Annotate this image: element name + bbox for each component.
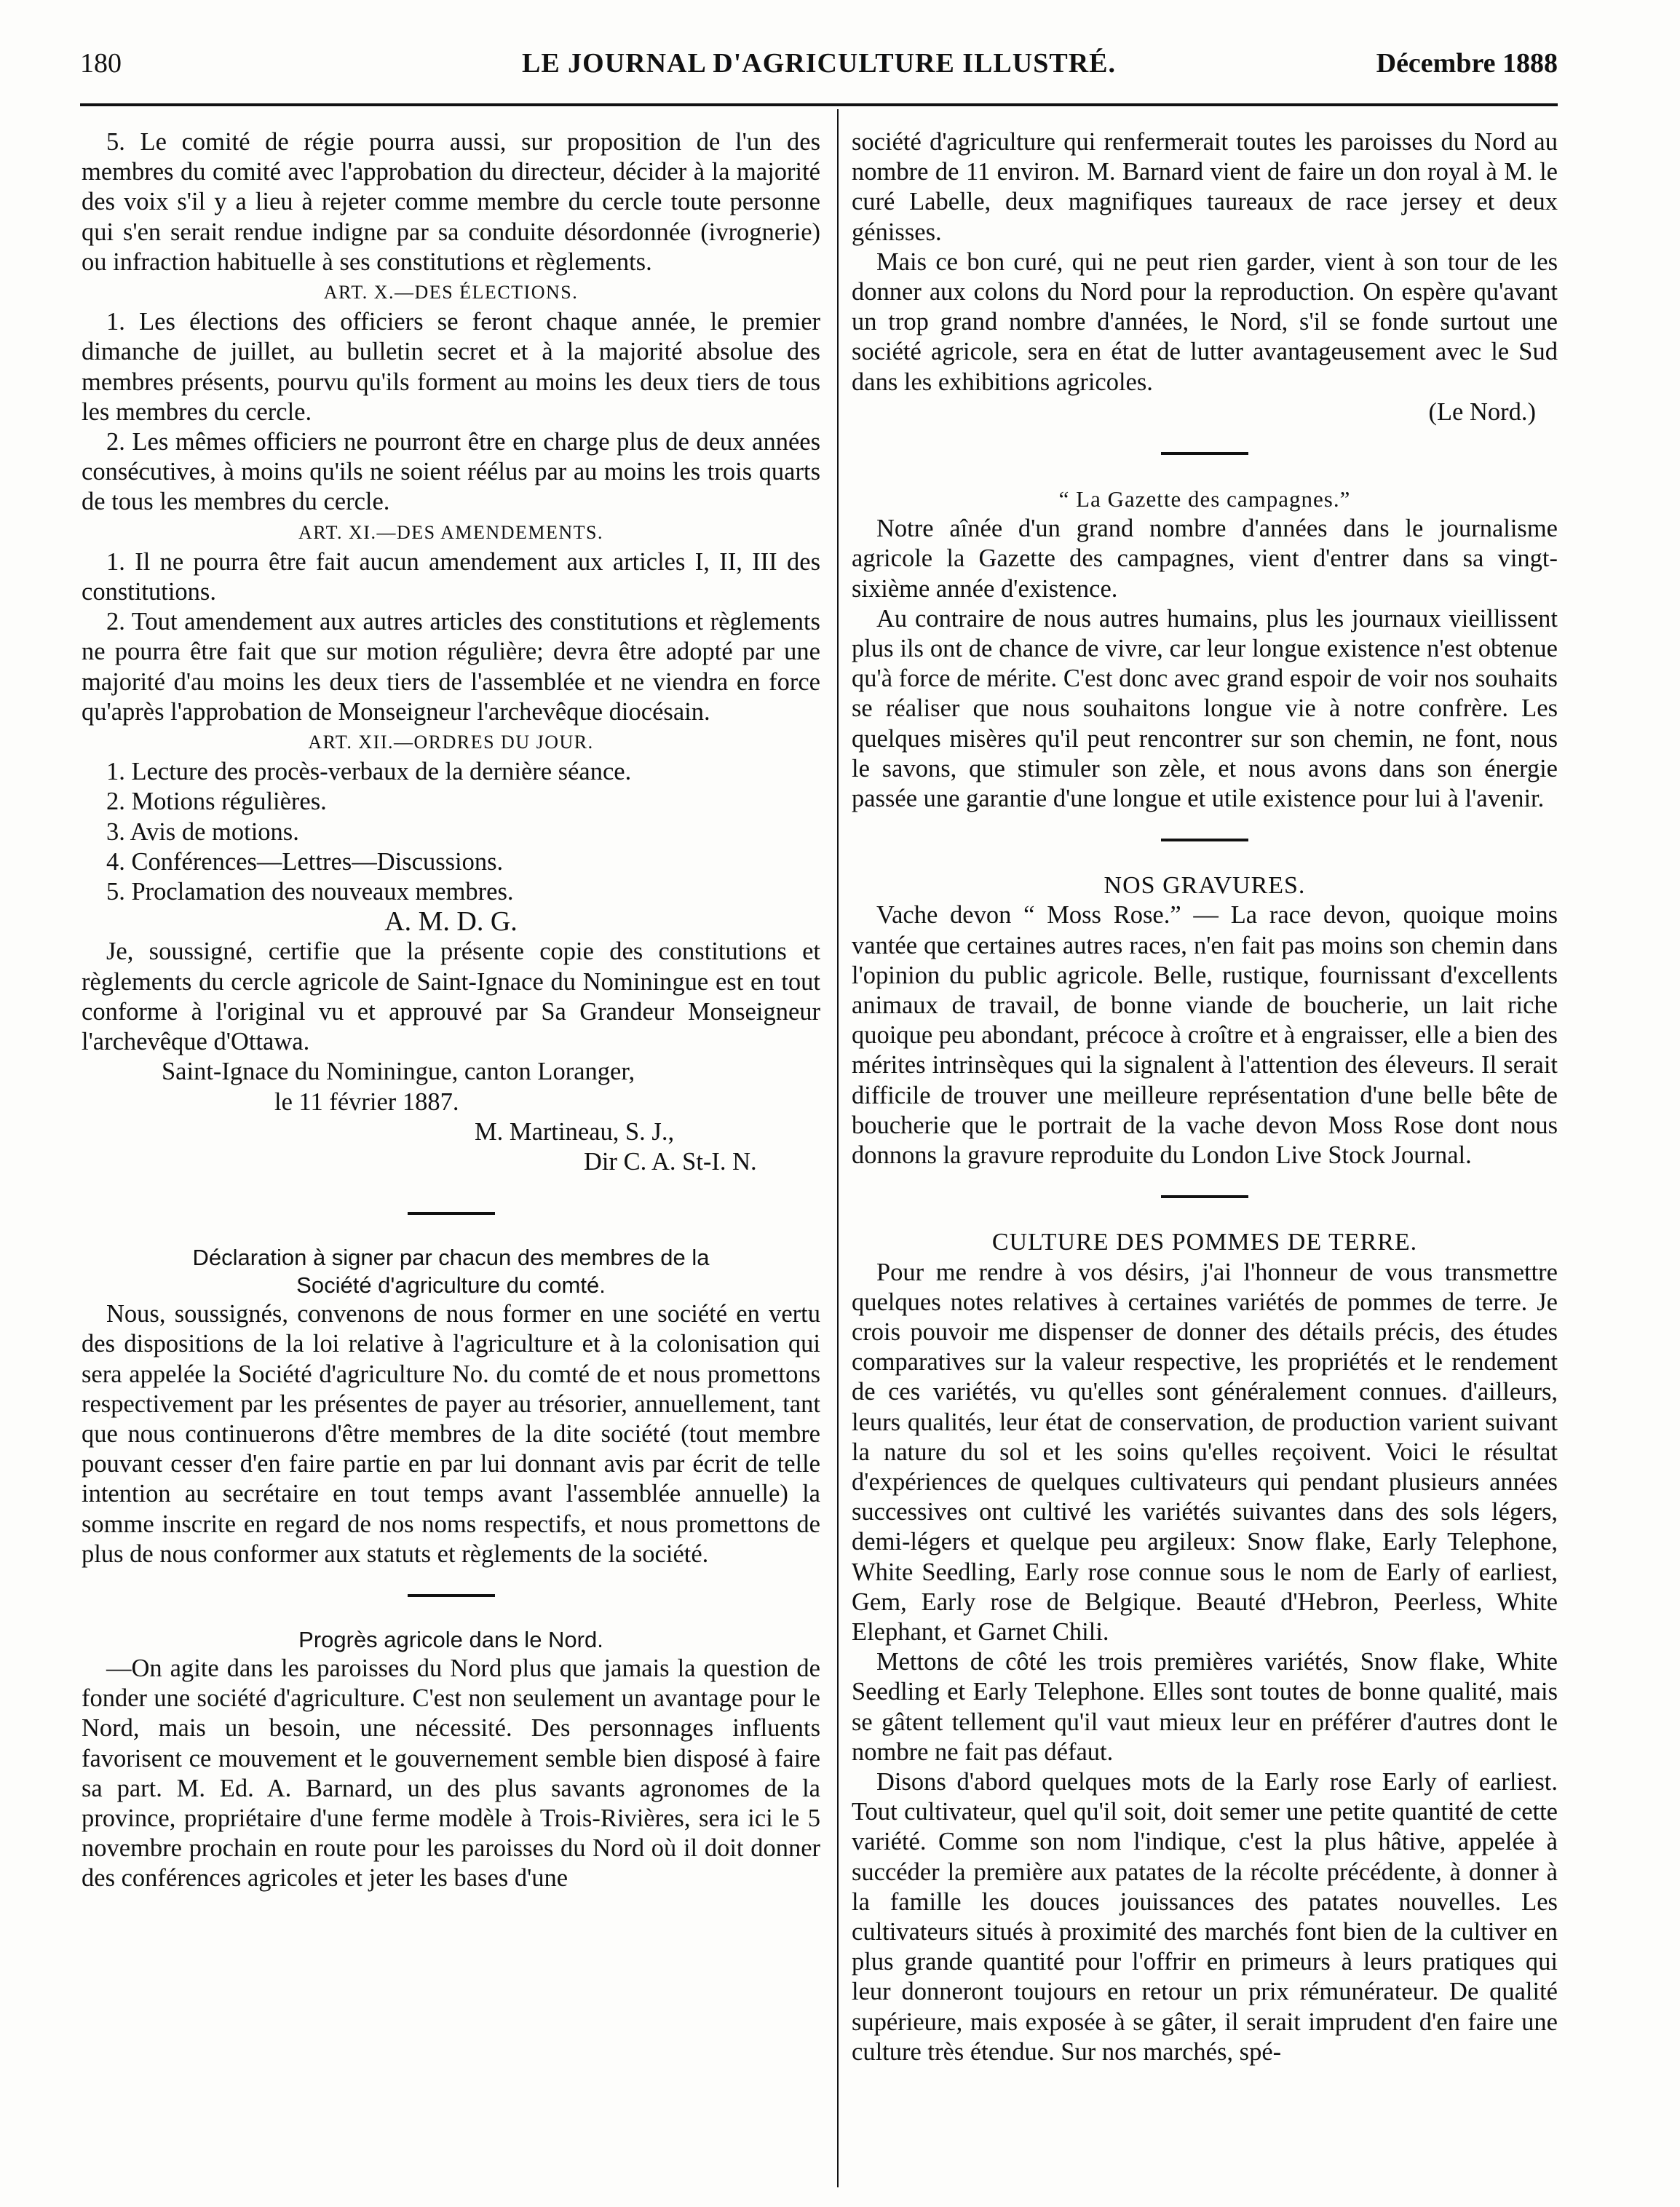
article-paragraph: 2. Tout amendement aux autres articles des constitutions et règlements ne pourra être fait que sur motion régulière; devra être adopté par une majorité d'au moins les deux tiers de l'assemblée et ne viendra en force qu'après l'approbation de Monseigneur l'archevêque diocésain. [82,608,820,726]
article-heading: ART. XI.—DES AMENDEMENTS. [298,521,603,543]
section-heading: CULTURE DES POMMES DE TERRE. [991,1229,1418,1256]
article-paragraph: —On agite dans les paroisses du Nord plus que jamais la question de fonder une société d'agriculture. C'est non seulement un avantage pour le Nord, mais un besoin, une nécessité. Des personnages influents favorisent ce mouvement et le gouvernement semble bien disposé à faire sa part. M. Ed. A. Barnard, un des plus savants agronomes de la province, propriétaire d'une ferme modèle à Trois-Rivières, sera ici le 5 novembre prochain en route pour les paroisses du Nord où il doit donner des conférences agricoles et jeter les bases d'une [82,1654,820,1893]
list-item: 1. Lecture des procès-verbaux de la dernière séance. [106,758,632,786]
section-heading: Société d'agriculture du comté. [296,1272,606,1299]
list-item: 3. Avis de motions. [106,817,299,846]
article-paragraph: Disons d'abord quelques mots de la Early rose Early of earliest. Tout cultivateur, quel qu'il soit, doit semer une petite quantité de cette variété. Comme son nom l'indique, c'est la plus hâtive, appelée à succéder la première aux patates de la récolte précédente, à donner à la famille les douces jouissances des patates nouvelles. Les cultivateurs situés à proximité des marchés font bien de la cultiver en plus grande quantité pour l'offrir en primeurs à leurs pratiques qui leur donneront toujours en retour un prix rémunérateur. De qualité supérieure, mais exposée à se gâter, il serait imprudent d'en faire une culture très étendue. Sur nos marchés, spé- [852,1767,1558,2066]
page-number: 180 [80,48,122,79]
section-separator [1161,1195,1248,1198]
running-header [80,45,1558,82]
article-paragraph: 5. Le comité de régie pourra aussi, sur proposition de l'un des membres du comité avec l'approbation du directeur, décider à la majorité des voix s'il y a lieu à rejeter comme membre du cercle toute personne qui s'en serait rendue indigne par sa conduite désordonnée (ivrognerie) ou infraction habituelle à ses constitutions et règlements. [82,128,820,276]
header-rule [80,103,1558,106]
list-item: 5. Proclamation des nouveaux membres. [106,878,514,906]
list-item: 4. Conférences—Lettres—Discussions. [106,847,504,876]
signature-name: M. Martineau, S. J., [475,1117,675,1146]
order-of-day-list [82,757,820,907]
section-separator [408,1594,495,1597]
amdg-motto: A. M. D. G. [384,906,518,938]
signature-block [82,1057,820,1177]
article-paragraph: Mettons de côté les trois premières variétés, Snow flake, White Seedling et Early Telephone. Elles sont toutes de bonne qualité, mais se gâtent tellement qu'il vaut mieux leur en préférer d'autres dont le nombre ne fait pas défaut. [852,1648,1558,1766]
signature-title: Dir C. A. St-I. N. [584,1147,757,1176]
section-separator [1161,839,1248,841]
article-paragraph: Au contraire de nous autres humains, plus les journaux vieillissent plus ils ont de chance de vivre, car leur longue existence n'est obtenue qu'à force de mérite. C'est donc avec grand espoir de voir nos souhaits se réaliser que nous souhaitons longue vie à notre confrère. Les quelques misères qu'il peut rencontrer sur son chemin, ne font, nous le savons, que stimuler son zèle, et nous avons dans son énergie passée une garantie d'une longue et utile existence pour lui à l'avenir. [852,604,1558,813]
signature-date: le 11 février 1887. [274,1087,459,1116]
section-heading: Déclaration à signer par chacun des membres de la [192,1245,710,1271]
article-paragraph: Notre aînée d'un grand nombre d'années dans le journalisme agricole la Gazette des campagnes, vient d'entrer dans sa vingt-sixième année d'existence. [852,515,1558,603]
section-heading: “ La Gazette des campagnes.” [1058,486,1351,512]
source-credit: (Le Nord.) [1428,397,1536,426]
article-paragraph: société d'agriculture qui renfermerait toutes les paroisses du Nord au nombre de 11 environ. M. Barnard vient de faire un don royal à M. le curé Labelle, deux magnifiques taureaux de race jersey et deux génisses. [852,128,1558,246]
signature-place: Saint-Ignace du Nominingue, canton Loranger, [162,1058,635,1086]
section-separator [1161,452,1248,455]
section-separator [408,1212,495,1215]
left-column [82,127,820,1894]
article-paragraph: Pour me rendre à vos désirs, j'ai l'honneur de vous transmettre quelques notes relatives à certaines variétés de pommes de terre. Je crois pouvoir me dispenser de donner des détails précis, des études comparatives sur la valeur respective, les propriétés et le rendement de ces variétés, vu qu'elles sont généralement connues. d'ailleurs, leurs qualités, leur état de conservation, de production varient suivant la nature du sol et les soins qu'elles reçoivent. Voici le résultat d'expériences de quelques cultivateurs qui pendant plusieurs années successives ont cultivé les variétés suivantes dans des sols légers, demi-légers et quelque peu argileux: Snow flake, Early Telephone, White Seedling, Early rose connue sous le nom de Early of earliest, Gem, Early rose de Belgique. Beauté d'Hebron, Peerless, White Elephant, et Garnet Chili. [852,1258,1558,1646]
article-paragraph: Mais ce bon curé, qui ne peut rien garder, vient à son tour de les donner aux colons du Nord pour la reproduction. On espère qu'avant un trop grand nombre d'années, le Nord, s'il se fonde surtout une société agricole, sera en état de lutter avantageusement avec le Sud dans les exhibitions agricoles. [852,247,1558,396]
issue-date: Décembre 1888 [1376,48,1558,79]
article-paragraph: Vache devon “ Moss Rose.” — La race devon, quoique moins vantée que certaines autres races, n'en fait pas moins son chemin dans l'opinion du public agricole. Belle, rustique, fournissant d'excellents animaux de travail, de bonne viande de boucherie, un lait riche quoique peu abondant, précoce à croître et à engraisser, elle a bien des mérites intrinsèques qui la signalent à l'attention des éleveurs. Il serait difficile de trouver une meilleure représentation d'une belle bête de boucherie que le portrait de la vache devon Moss Rose dont nous donnons la gravure reproduite du London Live Stock Journal. [852,901,1558,1170]
section-heading: Progrès agricole dans le Nord. [298,1626,603,1652]
article-heading: ART. X.—DES ÉLECTIONS. [323,282,579,304]
right-column [852,127,1558,2067]
article-heading: ART. XII.—ORDRES DU JOUR. [308,732,594,753]
journal-title: LE JOURNAL D'AGRICULTURE ILLUSTRÉ. [521,48,1116,79]
article-paragraph: 1. Les élections des officiers se feront chaque année, le premier dimanche de juillet, au bulletin secret et à la majorité absolue des membres présents, pourvu qu'ils forment au moins les deux tiers de tous les membres du cercle. [82,308,820,426]
list-item: 2. Motions régulières. [106,788,327,816]
article-paragraph: 2. Les mêmes officiers ne pourront être en charge plus de deux années consécutives, à moins qu'ils ne soient réélus par au moins les trois quarts de tous les membres du cercle. [82,428,820,516]
article-paragraph: 1. Il ne pourra être fait aucun amendement aux articles I, II, III des constitutions. [82,547,820,606]
declaration-paragraph: Nous, soussignés, convenons de nous former en une société en vertu des dispositions de la loi relative à l'agriculture et à la colonisation qui sera appelée la Société d'agriculture No. du comté de et nous promettons respectivement par les présentes de payer au trésorier, annuellement, tant que nous continuerons d'être membres de la dite société (tout membre pouvant cesser d'en faire partie en par lui donnant avis par écrit de telle intention au secrétaire en tout temps avant l'assemblée annuelle) la somme inscrite en regard de nos noms respectifs, et nous promettons de plus de nous conformer aux statuts et règlements de la société. [82,1300,820,1568]
column-divider [837,109,839,2187]
section-heading: NOS GRAVURES. [1104,872,1306,900]
certification-paragraph: Je, soussigné, certifie que la présente copie des constitutions et règlements du cercle agricole de Saint-Ignace du Nominingue est en tout conforme à l'original vu et approuvé par Sa Grandeur Monseigneur l'archevêque d'Ottawa. [82,938,820,1056]
